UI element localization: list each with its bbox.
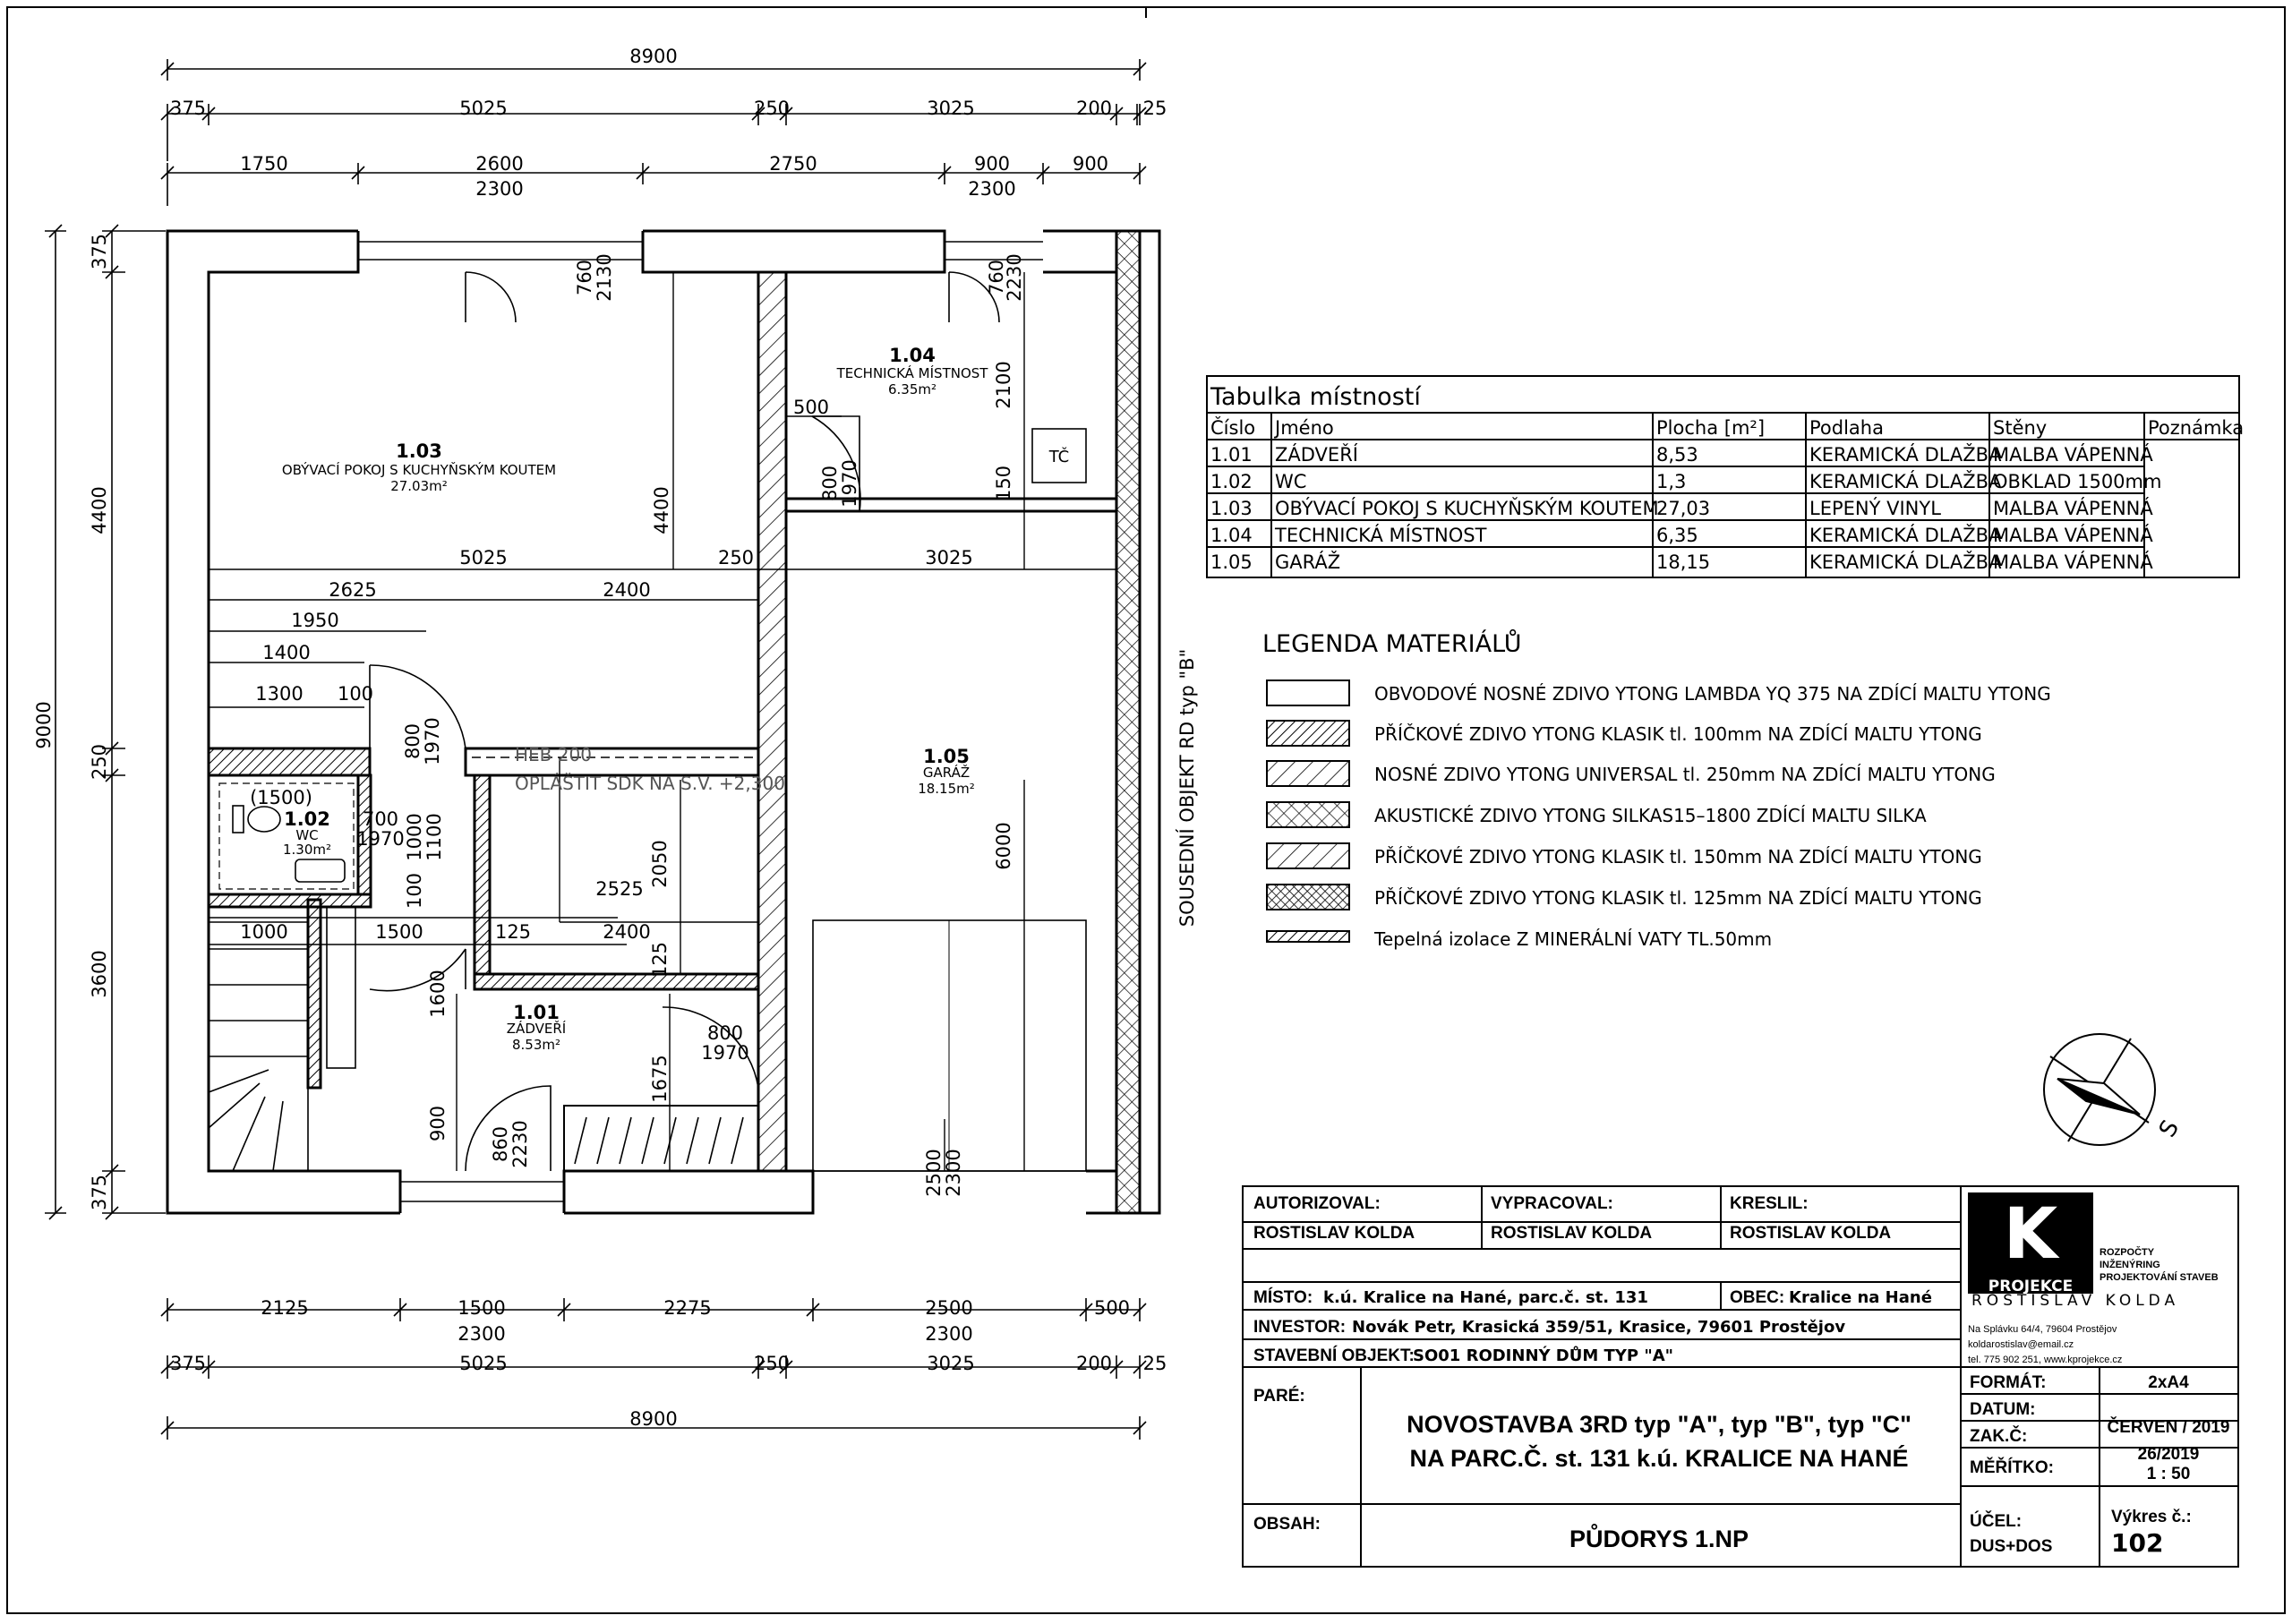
svg-text:1970: 1970 [839, 459, 860, 508]
dim-top-2750: 2750 [769, 153, 817, 175]
svg-text:Plocha [m²]: Plocha [m²] [1656, 417, 1766, 439]
svg-text:TECHNICKÁ MÍSTNOST: TECHNICKÁ MÍSTNOST [1275, 525, 1487, 546]
room-no-102: 1.02 [284, 808, 330, 830]
svg-text:NA PARC.Č. st. 131 k.ú. KRALIC: NA PARC.Č. st. 131 k.ú. KRALICE NA HANÉ [1409, 1445, 1909, 1472]
dim-bot-1500: 1500 [458, 1297, 506, 1319]
svg-text:ÚČEL:: ÚČEL: [1970, 1512, 2023, 1531]
dim-bot-2275: 2275 [663, 1297, 712, 1319]
table-row [1210, 470, 2161, 492]
table-row [1210, 551, 2153, 573]
svg-text:27,03: 27,03 [1656, 498, 1711, 519]
svg-text:700: 700 [362, 808, 399, 830]
room-table-headers [1210, 416, 2244, 439]
svg-text:150: 150 [993, 465, 1014, 502]
svg-text:1600: 1600 [427, 970, 449, 1018]
svg-text:5025: 5025 [459, 547, 508, 568]
svg-text:INŽENÝRING: INŽENÝRING [2100, 1260, 2160, 1270]
dim-top-375: 375 [169, 98, 207, 119]
svg-text:MÍSTO:: MÍSTO: [1253, 1288, 1313, 1307]
svg-text:2525: 2525 [595, 878, 644, 900]
neighbour-object-label: SOUSEDNÍ OBJEKT RD typ "B" [1176, 648, 1198, 927]
svg-text:PŘÍČKOVÉ ZDIVO YTONG KLASIK tl: PŘÍČKOVÉ ZDIVO YTONG KLASIK tl. 100mm NA ZDÍCÍ MALTU YTONG [1374, 723, 1982, 745]
svg-text:1970: 1970 [356, 828, 405, 850]
svg-text:ZAK.Č:: ZAK.Č: [1970, 1427, 2028, 1446]
svg-text:PARÉ:: PARÉ: [1253, 1387, 1305, 1406]
svg-text:125: 125 [649, 941, 671, 979]
svg-text:1970: 1970 [422, 717, 443, 765]
dimensions-left [45, 225, 166, 1219]
legend-swatch-3 [1267, 761, 1349, 786]
svg-text:2300: 2300 [943, 1149, 964, 1197]
svg-text:1.01: 1.01 [1210, 444, 1253, 466]
dim-bot-2500: 2500 [925, 1297, 973, 1319]
svg-text:MALBA VÁPENNÁ: MALBA VÁPENNÁ [1993, 498, 2153, 519]
svg-text:PŘÍČKOVÉ ZDIVO YTONG KLASIK tl: PŘÍČKOVÉ ZDIVO YTONG KLASIK tl. 150mm NA ZDÍCÍ MALTU YTONG [1374, 846, 1982, 868]
svg-text:NOVOSTAVBA 3RD typ "A", typ "B: NOVOSTAVBA 3RD typ "A", typ "B", typ "C" [1407, 1411, 1911, 1438]
dim-top-overall: 8900 [629, 46, 678, 67]
svg-text:KERAMICKÁ DLAŽBA: KERAMICKÁ DLAŽBA [1809, 551, 2002, 573]
legend-swatch-2 [1267, 721, 1349, 746]
room-area-105: 18.15m² [918, 781, 975, 797]
svg-text:OBEC:: OBEC: [1730, 1288, 1785, 1307]
legend-swatch-4 [1267, 802, 1349, 827]
svg-text:VYPRACOVAL:: VYPRACOVAL: [1491, 1194, 1613, 1213]
svg-text:2050: 2050 [649, 840, 671, 888]
svg-text:INVESTOR:: INVESTOR: [1253, 1318, 1347, 1337]
svg-text:WC: WC [1275, 471, 1307, 492]
svg-text:ČERVEN / 2019: ČERVEN / 2019 [2107, 1418, 2230, 1437]
dim-left-250: 250 [89, 743, 110, 781]
svg-text:(1500): (1500) [250, 787, 312, 808]
heat-pump-label: TČ [1048, 448, 1070, 466]
svg-text:2130: 2130 [594, 253, 615, 302]
dimensions-bottom-text [170, 1297, 1167, 1430]
room-area-102: 1.30m² [282, 842, 332, 858]
svg-text:KERAMICKÁ DLAŽBA: KERAMICKÁ DLAŽBA [1809, 525, 2002, 546]
svg-text:AKUSTICKÉ ZDIVO YTONG SILKAS15: AKUSTICKÉ ZDIVO YTONG SILKAS15–1800 ZDÍCÍ MALTU SILKA [1374, 805, 1927, 826]
svg-text:Kralice na Hané: Kralice na Hané [1789, 1288, 1932, 1307]
room-name-101: ZÁDVEŘÍ [506, 1021, 567, 1037]
svg-text:3025: 3025 [925, 547, 973, 568]
svg-text:2100: 2100 [993, 361, 1014, 409]
svg-text:Výkres č.:: Výkres č.: [2111, 1508, 2192, 1526]
legend-swatch-7 [1267, 931, 1349, 942]
room-name-102: WC [295, 827, 319, 843]
svg-text:GARÁŽ: GARÁŽ [1275, 551, 1341, 573]
internal-dimension-lines [209, 272, 1116, 1171]
svg-text:k.ú. Kralice na Hané, parc.č.: k.ú. Kralice na Hané, parc.č. st. 131 [1323, 1288, 1648, 1307]
svg-text:800: 800 [706, 1022, 744, 1044]
wardrobe [575, 1117, 743, 1164]
room-no-104: 1.04 [889, 345, 936, 366]
dim-top-2300a: 2300 [475, 178, 524, 200]
svg-text:800: 800 [819, 465, 841, 502]
svg-text:Novák Petr, Krasická 359/51, K: Novák Petr, Krasická 359/51, Krasice, 79601 Prostějov [1352, 1318, 1846, 1337]
north-arrow-icon [2044, 1034, 2155, 1145]
dim-bot-2300a: 2300 [458, 1323, 506, 1345]
svg-text:Podlaha: Podlaha [1809, 417, 1884, 439]
heb-note [515, 744, 785, 794]
room-no-103: 1.03 [396, 440, 442, 462]
svg-text:4400: 4400 [651, 486, 672, 534]
svg-text:800: 800 [402, 722, 423, 760]
legend-swatch-1 [1267, 680, 1349, 705]
svg-text:KERAMICKÁ DLAŽBA: KERAMICKÁ DLAŽBA [1809, 444, 2002, 466]
dim-left-4400: 4400 [89, 486, 110, 534]
svg-text:DUS+DOS: DUS+DOS [1970, 1537, 2053, 1556]
dim-top-900a: 900 [973, 153, 1011, 175]
svg-text:125: 125 [494, 921, 532, 943]
title-block-content [1253, 1192, 2229, 1558]
svg-text:SO01 RODINNÝ DŮM TYP "A": SO01 RODINNÝ DŮM TYP "A" [1413, 1346, 1674, 1365]
svg-text:Číslo: Číslo [1210, 417, 1256, 439]
svg-text:2400: 2400 [603, 579, 651, 601]
svg-text:1970: 1970 [701, 1042, 749, 1064]
room-name-103: OBÝVACÍ POKOJ S KUCHYŇSKÝM KOUTEM [281, 462, 557, 478]
svg-text:OBKLAD 1500mm: OBKLAD 1500mm [1993, 471, 2162, 492]
dim-left-overall: 9000 [33, 701, 55, 749]
legend-swatch-6 [1267, 885, 1349, 910]
svg-text:250: 250 [717, 547, 755, 568]
legend-title: LEGENDA MATERIÁLŮ [1262, 630, 1522, 658]
svg-text:1400: 1400 [262, 642, 311, 663]
dim-top-250: 250 [753, 98, 791, 119]
dim-bot-500: 500 [1093, 1297, 1131, 1319]
dim-bot-200: 200 [1075, 1353, 1113, 1374]
room-table-rows [1210, 443, 2161, 573]
svg-text:100: 100 [337, 683, 374, 705]
svg-text:1 : 50: 1 : 50 [2146, 1465, 2191, 1483]
dim-bot-3025: 3025 [927, 1353, 975, 1374]
svg-text:2400: 2400 [603, 921, 651, 943]
dim-left-375b: 375 [89, 1174, 110, 1211]
svg-text:2500: 2500 [923, 1149, 945, 1197]
svg-text:K: K [2003, 1194, 2058, 1275]
svg-text:ROSTISLAV KOLDA: ROSTISLAV KOLDA [1730, 1224, 1892, 1243]
svg-text:PŮDORYS 1.NP: PŮDORYS 1.NP [1569, 1526, 1749, 1552]
dim-top-5025: 5025 [459, 98, 508, 119]
svg-text:1.04: 1.04 [1210, 525, 1253, 546]
table-row [1210, 443, 2153, 466]
svg-text:1.05: 1.05 [1210, 551, 1253, 573]
svg-text:Tepelná izolace Z MINERÁLNÍ VA: Tepelná izolace Z MINERÁLNÍ VATY TL.50mm [1374, 928, 1773, 950]
svg-text:Jméno: Jméno [1275, 417, 1334, 439]
svg-text:2xA4: 2xA4 [2148, 1373, 2189, 1392]
svg-text:1000: 1000 [404, 813, 425, 861]
svg-text:KRESLIL:: KRESLIL: [1730, 1194, 1809, 1213]
dim-top-900b: 900 [1072, 153, 1109, 175]
svg-text:1100: 1100 [423, 813, 445, 861]
svg-text:FORMÁT:: FORMÁT: [1970, 1373, 2047, 1392]
table-row [1210, 524, 2153, 546]
svg-text:100: 100 [404, 872, 425, 910]
dim-top-3025: 3025 [927, 98, 975, 119]
svg-text:PŘÍČKOVÉ ZDIVO YTONG KLASIK tl: PŘÍČKOVÉ ZDIVO YTONG KLASIK tl. 125mm NA ZDÍCÍ MALTU YTONG [1374, 887, 1982, 909]
legend-texts [1373, 683, 2051, 950]
dim-top-2600: 2600 [475, 153, 524, 175]
svg-text:1.03: 1.03 [1210, 498, 1253, 519]
dim-top-25: 25 [1142, 98, 1167, 119]
svg-text:102: 102 [2111, 1528, 2164, 1558]
svg-text:6,35: 6,35 [1656, 525, 1698, 546]
room-name-104: TECHNICKÁ MÍSTNOST [836, 365, 988, 381]
legend-swatch-5 [1267, 843, 1349, 868]
svg-text:NOSNÉ ZDIVO YTONG UNIVERSAL tl: NOSNÉ ZDIVO YTONG UNIVERSAL tl. 250mm NA ZDÍCÍ MALTU YTONG [1374, 764, 1996, 785]
dim-bot-25: 25 [1142, 1353, 1167, 1374]
svg-text:OBÝVACÍ POKOJ S KUCHYŇSKÝM KOU: OBÝVACÍ POKOJ S KUCHYŇSKÝM KOUTEM [1275, 498, 1659, 519]
svg-text:2625: 2625 [329, 579, 377, 601]
room-labels [282, 345, 988, 1053]
dim-left-3600: 3600 [89, 950, 110, 998]
svg-text:1.02: 1.02 [1210, 471, 1253, 492]
room-area-101: 8.53m² [511, 1037, 561, 1053]
svg-text:Na Splávku 64/4, 79604 Prostěj: Na Splávku 64/4, 79604 Prostějov [1968, 1324, 2117, 1335]
dim-bot-375: 375 [169, 1353, 207, 1374]
dimensions-left-text [33, 234, 110, 1210]
svg-text:MALBA VÁPENNÁ: MALBA VÁPENNÁ [1993, 525, 2153, 546]
svg-text:1950: 1950 [291, 610, 339, 631]
svg-text:STAVEBNÍ OBJEKT:: STAVEBNÍ OBJEKT: [1253, 1346, 1415, 1365]
svg-text:koldarostislav@email.cz: koldarostislav@email.cz [1968, 1339, 2074, 1350]
room-no-105: 1.05 [923, 746, 970, 767]
svg-text:OBVODOVÉ NOSNÉ ZDIVO YTONG LAM: OBVODOVÉ NOSNÉ ZDIVO YTONG LAMBDA YQ 375 NA ZDÍCÍ MALTU YTONG [1374, 683, 2051, 705]
room-area-104: 6.35m² [887, 381, 937, 397]
dim-top-2300b: 2300 [968, 178, 1016, 200]
svg-text:900: 900 [427, 1105, 449, 1142]
svg-text:Poznámka: Poznámka [2148, 417, 2245, 439]
north-label: S [2153, 1115, 2185, 1142]
svg-text:tel. 775 902 251, www.kprojekc: tel. 775 902 251, www.kprojekce.cz [1968, 1355, 2123, 1365]
svg-text:8,53: 8,53 [1656, 444, 1698, 466]
svg-text:1300: 1300 [255, 683, 304, 705]
svg-text:MĚŘÍTKO:: MĚŘÍTKO: [1970, 1458, 2054, 1477]
svg-text:1675: 1675 [649, 1055, 671, 1103]
svg-text:OBSAH:: OBSAH: [1253, 1515, 1321, 1534]
room-table-title: Tabulka místností [1210, 383, 1421, 411]
svg-text:OPLÁŠTIT SDK NA S.V. +2,300: OPLÁŠTIT SDK NA S.V. +2,300 [515, 773, 785, 794]
dim-bot-5025: 5025 [459, 1353, 508, 1374]
svg-text:2230: 2230 [509, 1120, 531, 1168]
svg-text:860: 860 [490, 1125, 511, 1163]
dim-left-375a: 375 [89, 233, 110, 270]
svg-text:MALBA VÁPENNÁ: MALBA VÁPENNÁ [1993, 551, 2153, 573]
svg-text:PROJEKCE: PROJEKCE [1988, 1278, 2074, 1295]
svg-text:DATUM:: DATUM: [1970, 1400, 2036, 1419]
svg-text:Stěny: Stěny [1993, 417, 2048, 439]
svg-text:ROSTISLAV KOLDA: ROSTISLAV KOLDA [1491, 1224, 1653, 1243]
svg-text:6000: 6000 [993, 822, 1014, 870]
room-no-101: 1.01 [513, 1002, 560, 1023]
svg-text:1500: 1500 [375, 921, 423, 943]
svg-text:26/2019: 26/2019 [2137, 1445, 2200, 1464]
svg-text:1,3: 1,3 [1656, 471, 1687, 492]
legend-swatches [1267, 680, 1349, 942]
svg-text:ROZPOČTY: ROZPOČTY [2100, 1247, 2155, 1258]
dim-top-200: 200 [1075, 98, 1113, 119]
svg-text:1000: 1000 [240, 921, 288, 943]
svg-text:760: 760 [574, 259, 595, 296]
svg-text:LEPENÝ VINYL: LEPENÝ VINYL [1809, 498, 1941, 519]
svg-text:500: 500 [792, 397, 830, 418]
svg-text:KERAMICKÁ DLAŽBA: KERAMICKÁ DLAŽBA [1809, 471, 2002, 492]
dim-bot-2125: 2125 [261, 1297, 309, 1319]
dim-bot-250: 250 [753, 1353, 791, 1374]
svg-text:PROJEKTOVÁNÍ STAVEB: PROJEKTOVÁNÍ STAVEB [2100, 1272, 2219, 1283]
svg-text:AUTORIZOVAL:: AUTORIZOVAL: [1253, 1194, 1381, 1213]
svg-text:ROSTISLAV KOLDA: ROSTISLAV KOLDA [1971, 1292, 2180, 1310]
room-name-105: GARÁŽ [922, 765, 971, 781]
svg-text:760: 760 [986, 259, 1007, 296]
svg-text:ROSTISLAV KOLDA: ROSTISLAV KOLDA [1253, 1224, 1415, 1243]
dim-top-1750: 1750 [240, 153, 288, 175]
dim-bot-2300b: 2300 [925, 1323, 973, 1345]
svg-text:2230: 2230 [1004, 253, 1025, 302]
svg-text:HEB 200: HEB 200 [515, 744, 592, 765]
stairs [209, 907, 355, 1171]
dim-bot-overall: 8900 [629, 1408, 678, 1430]
room-area-103: 27.03m² [390, 478, 448, 494]
svg-text:ZÁDVEŘÍ: ZÁDVEŘÍ [1275, 444, 1358, 466]
svg-text:MALBA VÁPENNÁ: MALBA VÁPENNÁ [1993, 444, 2153, 466]
table-row [1210, 497, 2153, 519]
svg-text:18,15: 18,15 [1656, 551, 1711, 573]
